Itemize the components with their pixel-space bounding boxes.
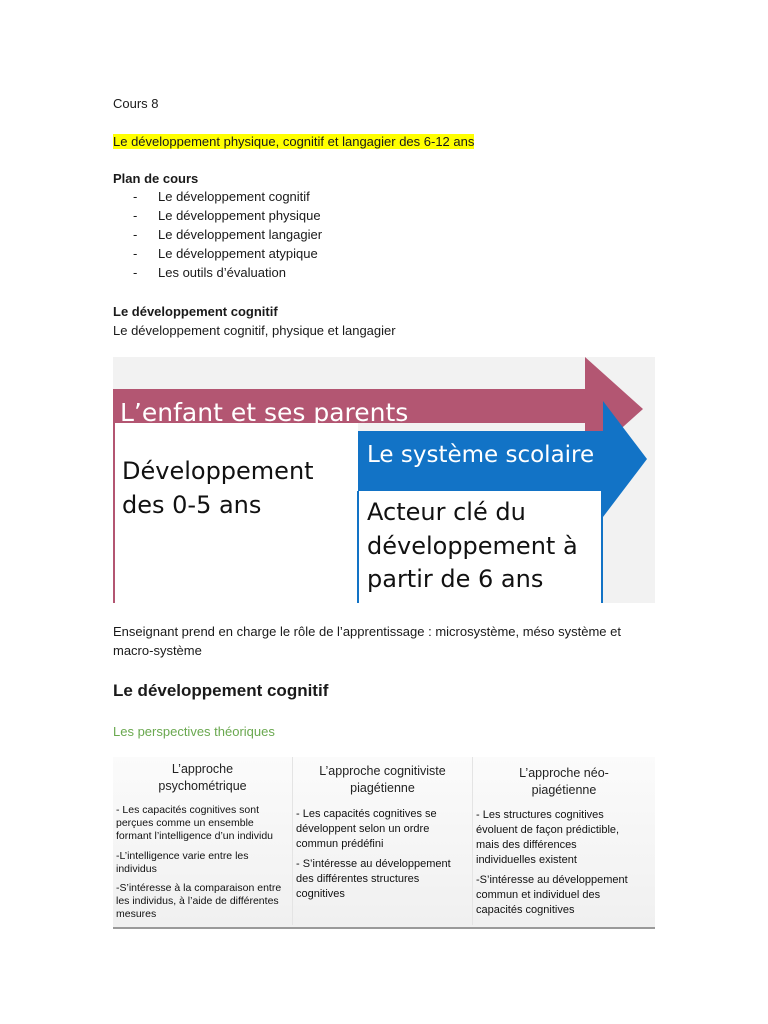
approach-point (476, 808, 619, 868)
approach-point-line: formant l’intelligence d’un individu (116, 830, 274, 842)
early-dev-line-1: Développement (122, 457, 314, 485)
development-diagram (113, 357, 655, 603)
approach-title-line-2: psychométrique (158, 779, 247, 793)
school-line-3: partir de 6 ans (367, 565, 544, 593)
paragraph-line-2: macro-système (113, 643, 202, 658)
approach-title-line-2: piagétienne (350, 781, 415, 795)
plan-heading: Plan de cours (113, 171, 199, 186)
document-title-text: Le développement physique, cognitif et langagier des 6-12 ans (113, 134, 475, 149)
approach-point-line: - Les structures cognitives (476, 809, 604, 821)
approach-neo-piagetian (473, 757, 655, 925)
plan-item-label: Les outils d’évaluation (158, 265, 286, 280)
section-heading-cognitive: Le développement cognitif (113, 304, 278, 319)
approach-title-line-1: L’approche cognitiviste (319, 764, 446, 778)
approach-point (296, 807, 437, 852)
approach-point-line: - Les capacités cognitives sont (116, 804, 259, 816)
course-number: Cours 8 (113, 96, 159, 111)
plan-item-label: Le développement cognitif (158, 189, 310, 204)
plan-item: - Les outils d’évaluation (133, 265, 286, 280)
approach-point-line: cognitives (296, 888, 345, 900)
plan-item: - Le développement atypique (133, 246, 318, 261)
approach-point-line: commun prédéfini (296, 838, 384, 850)
approach-point-line: commun et individuel des (476, 889, 601, 901)
approach-point-line: des différentes structures (296, 873, 420, 885)
approach-point-line: individuelles existent (476, 854, 577, 866)
approaches-table (113, 757, 655, 929)
plan-item-label: Le développement atypique (158, 246, 318, 261)
section-intro-text: Le développement cognitif, physique et langagier (113, 323, 396, 338)
school-label: Le système scolaire (367, 442, 595, 468)
school-line-2: développement à (367, 532, 578, 560)
plan-item: - Le développement physique (133, 208, 321, 223)
approach-point-line: mesures (116, 908, 157, 920)
approach-point (476, 873, 628, 918)
approach-point-line: mais des différences (476, 839, 577, 851)
approach-title-line-1: L’approche (171, 762, 234, 776)
section-heading-cognitive-large: Le développement cognitif (113, 681, 329, 700)
document-title (113, 132, 474, 151)
approach-point-line: -S’intéresse au développement (476, 874, 628, 886)
plan-item: - Le développement cognitif (133, 189, 310, 204)
approach-point-line: les individus, à l’aide de différentes (116, 895, 279, 907)
early-dev-line-2: des 0-5 ans (122, 491, 262, 519)
approach-point-line: individus (116, 863, 157, 875)
approach-point (116, 882, 281, 921)
theoretical-perspectives-subheading: Les perspectives théoriques (113, 724, 275, 739)
parents-label: L’enfant et ses parents (120, 398, 409, 427)
approach-point-line: - Les capacités cognitives se (296, 808, 437, 820)
approach-point-line: - S’intéresse au développement (296, 858, 451, 870)
approach-cognitivist (293, 757, 472, 925)
approach-point-line: perçues comme un ensemble (116, 817, 254, 829)
plan-item-label: Le développement physique (158, 208, 321, 223)
approach-point-line: capacités cognitives (476, 904, 575, 916)
approach-point-line: développent selon un ordre (296, 823, 430, 835)
school-line-1: Acteur clé du (367, 498, 526, 526)
approach-title-line-2: piagétienne (531, 783, 597, 797)
approach-point-line: -L’intelligence varie entre les (116, 850, 249, 862)
approach-point (116, 850, 249, 876)
approach-title-line-1: L’approche néo- (519, 766, 609, 780)
paragraph-line-1: Enseignant prend en charge le rôle de l’apprentissage : microsystème, méso système et (113, 624, 621, 639)
approach-psychometric (113, 757, 292, 925)
plan-item-label: Le développement langagier (158, 227, 323, 242)
plan-list (133, 187, 322, 282)
approach-point-line: -S’intéresse à la comparaison entre (116, 882, 282, 894)
approach-point (116, 804, 273, 843)
approach-point-line: évoluent de façon prédictible, (476, 824, 620, 836)
approach-point (296, 857, 451, 902)
plan-item: - Le développement langagier (133, 227, 323, 242)
